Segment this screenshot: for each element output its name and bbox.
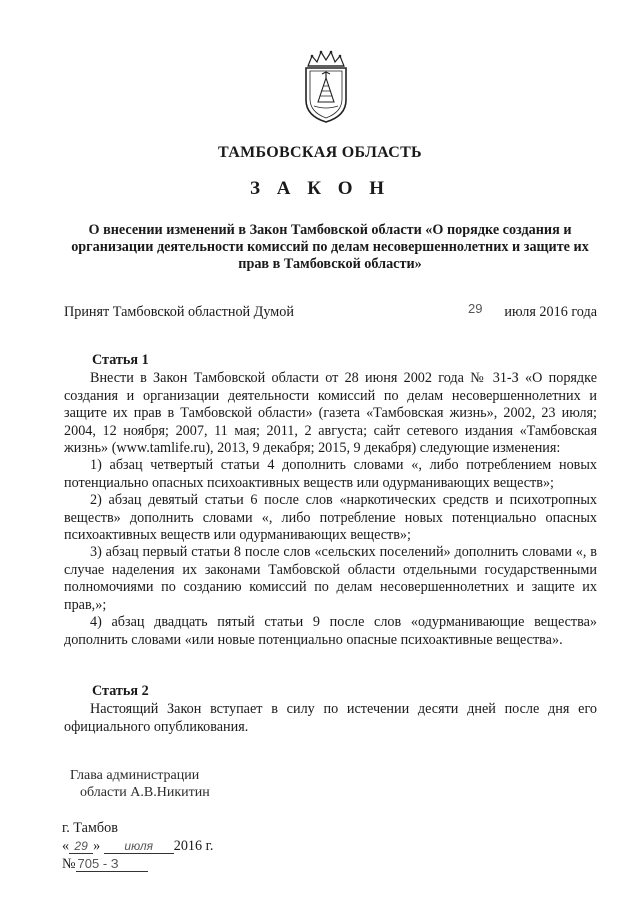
article-1-item-4: 4) абзац двадцать пятый статьи 9 после слов «одурманивающие вещества» дополнить словами «или новые потенциально опасные психоактивные вещества». bbox=[64, 614, 597, 648]
law-number-line bbox=[62, 856, 148, 873]
signing-year: 2016 г. bbox=[173, 838, 214, 854]
article-1-item-2: 2) абзац девятый статьи 6 после слов «наркотических средств и психотропных веществ» дополнить словами «, либо потребление новых потенциально опасных психоактивных веществ или одурманивающих веществ»; bbox=[64, 492, 597, 544]
adoption-day: 29 bbox=[468, 301, 483, 316]
place-of-signing: г. Тамбов bbox=[62, 820, 118, 836]
adoption-date: июля 2016 года bbox=[504, 304, 597, 320]
article-2-text: Настоящий Закон вступает в силу по истечении десяти дней после дня его официального опубликования. bbox=[64, 701, 597, 735]
law-number: 705 - З bbox=[76, 857, 148, 872]
adopted-by: Принят Тамбовской областной Думой bbox=[64, 304, 294, 320]
coat-of-arms-icon bbox=[298, 44, 354, 124]
signer-title: Глава администрации bbox=[70, 768, 200, 783]
article-1-heading: Статья 1 bbox=[92, 352, 149, 368]
document-type: З А К О Н bbox=[249, 178, 391, 199]
article-1 bbox=[64, 352, 597, 649]
article-2 bbox=[64, 683, 597, 736]
article-1-item-3: 3) абзац первый статьи 8 после слов «сельских поселений» дополнить словами «, в случае наделения их законами Тамбовской области отдельными государственными полномочиями по созданию комиссий по делам несовершеннолетних и защите их прав,»; bbox=[64, 544, 597, 613]
signing-date bbox=[62, 838, 213, 855]
signing-month: июля bbox=[104, 839, 174, 854]
signing-day: 29 bbox=[69, 839, 93, 854]
date-quote-close: » bbox=[93, 838, 101, 854]
region-name: ТАМБОВСКАЯ ОБЛАСТЬ bbox=[218, 144, 422, 161]
article-1-item-1: 1) абзац четвертый статьи 4 дополнить словами «, либо потреблением новых потенциально опасных психоактивных веществ или одурманивающих веществ»; bbox=[64, 457, 597, 491]
number-label: № bbox=[62, 856, 76, 872]
article-2-heading: Статья 2 bbox=[92, 683, 149, 699]
law-title: О внесении изменений в Закон Тамбовской области «О порядке создания и организации деятельности комиссий по делам несовершеннолетних и защите их прав в Тамбовской области» bbox=[71, 222, 589, 272]
article-1-intro: Внести в Закон Тамбовской области от 28 июня 2002 года № 31-З «О порядке создания и организации деятельности комиссий по делам несовершеннолетних и защите их прав в Тамбовской области» (газета «Тамбовская жизнь», 2002, 23 июля; 2004, 12 ноября; 2007, 11 мая; 2011, 2 августа; сайт сетевого издания «Тамбовская жизнь» (www.tamlife.ru), 2013, 9 декабря; 2015, 9 декабря) следующие изменения: bbox=[64, 370, 597, 457]
date-quote-open: « bbox=[62, 838, 70, 854]
signer-name: области А.В.Никитин bbox=[80, 784, 210, 800]
signature-block bbox=[70, 768, 210, 801]
